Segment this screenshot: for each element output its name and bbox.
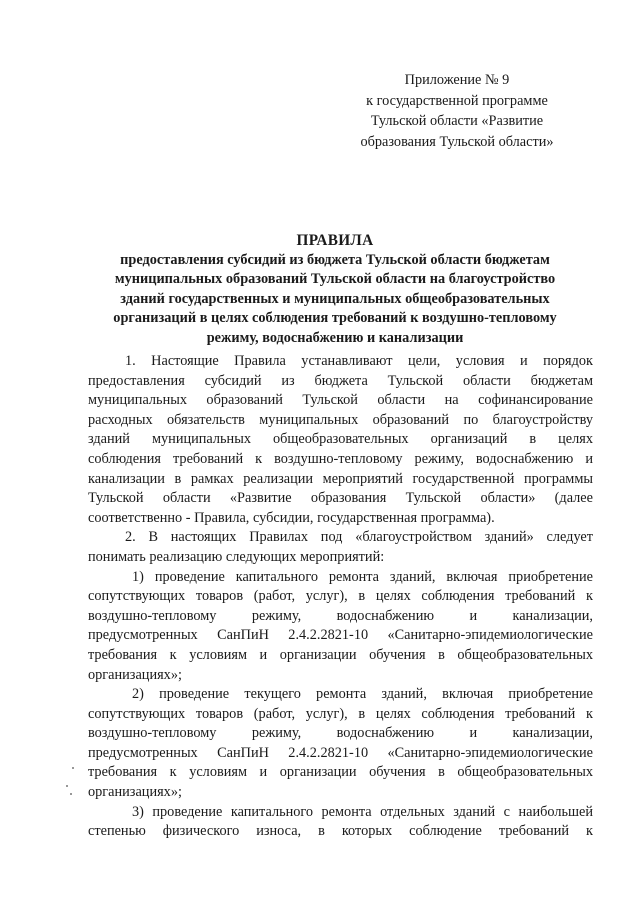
list-item-2 bbox=[88, 685, 593, 803]
document-title bbox=[82, 231, 588, 348]
text-line: расходных обязательств муниципальных образований по благоустройству bbox=[88, 411, 593, 428]
title-line: организаций в целях соблюдения требований к воздушно-тепловому bbox=[113, 310, 557, 327]
text-line: степенью физического износа, в которых соблюдение требований к bbox=[88, 823, 593, 840]
text-line: 3) проведение капитального ремонта отдельных зданий с наибольшей bbox=[132, 803, 593, 820]
title-main: ПРАВИЛА bbox=[296, 232, 374, 249]
text-line: Тульской области «Развитие образования Тульской области» (далее bbox=[88, 490, 593, 507]
text-line: соответственно - Правила, субсидии, государственная программа). bbox=[88, 509, 495, 526]
list-item-3 bbox=[88, 803, 593, 842]
title-line: зданий государственных и муниципальных общеобразовательных bbox=[120, 290, 550, 307]
text-line: воздушно-тепловому режиму, водоснабжению и канализации, bbox=[88, 607, 593, 624]
text-line: требования к условиям и организации обучения в общеобразовательных bbox=[88, 764, 593, 781]
scan-specks bbox=[64, 763, 94, 803]
text-line: зданий муниципальных общеобразовательных организаций в целях bbox=[88, 431, 593, 448]
title-line: муниципальных образований Тульской области на благоустройство bbox=[114, 271, 556, 288]
title-line: предоставления субсидий из бюджета Тульской области бюджетам bbox=[120, 252, 550, 268]
text-line: предусмотренных СанПиН 2.4.2.2821-10 «Санитарно-эпидемиологические bbox=[88, 744, 593, 761]
document-body bbox=[88, 352, 593, 842]
list-item-1 bbox=[88, 568, 593, 686]
appendix-line: Тульской области «Развитие bbox=[370, 113, 544, 129]
text-line: предоставления субсидий из бюджета Тульской области бюджетам bbox=[88, 372, 593, 389]
scan-speck bbox=[72, 767, 74, 769]
paragraph-2 bbox=[88, 528, 593, 567]
text-line: соблюдения требований к воздушно-тепловому режиму, водоснабжению и bbox=[88, 450, 593, 467]
text-line: понимать реализацию следующих мероприятий: bbox=[88, 548, 385, 565]
text-line: 1. Настоящие Правила устанавливают цели, условия и порядок bbox=[125, 353, 593, 369]
text-line: требования к условиям и организации обучения в общеобразовательных bbox=[88, 646, 593, 663]
text-line: организациях»; bbox=[88, 666, 182, 683]
appendix-line: Приложение № 9 bbox=[404, 72, 510, 88]
appendix-line: к государственной программе bbox=[366, 92, 548, 109]
text-line: 2. В настоящих Правилах под «благоустройством зданий» следует bbox=[125, 529, 593, 546]
appendix-header bbox=[336, 70, 578, 152]
text-line: сопутствующих товаров (работ, услуг), в целях соблюдения требований к bbox=[88, 705, 593, 722]
text-line: 1) проведение капитального ремонта зданий, включая приобретение bbox=[132, 568, 593, 585]
title-line: режиму, водоснабжению и канализации bbox=[206, 329, 464, 346]
text-line: сопутствующих товаров (работ, услуг), в целях соблюдения требований к bbox=[88, 588, 593, 605]
scan-speck bbox=[66, 785, 68, 787]
text-line: муниципальных образований Тульской области на софинансирование bbox=[88, 392, 593, 409]
text-line: воздушно-тепловому режиму, водоснабжению и канализации, bbox=[88, 725, 593, 742]
paragraph-1 bbox=[88, 352, 593, 528]
text-line: предусмотренных СанПиН 2.4.2.2821-10 «Санитарно-эпидемиологические bbox=[88, 627, 593, 644]
scan-speck bbox=[70, 793, 72, 795]
appendix-line: образования Тульской области» bbox=[360, 133, 554, 150]
text-line: 2) проведение текущего ремонта зданий, включая приобретение bbox=[132, 686, 593, 703]
text-line: канализации в рамках реализации мероприятий государственной программы bbox=[88, 470, 593, 487]
title-subtitle bbox=[82, 251, 588, 348]
text-line: организациях»; bbox=[88, 784, 182, 801]
